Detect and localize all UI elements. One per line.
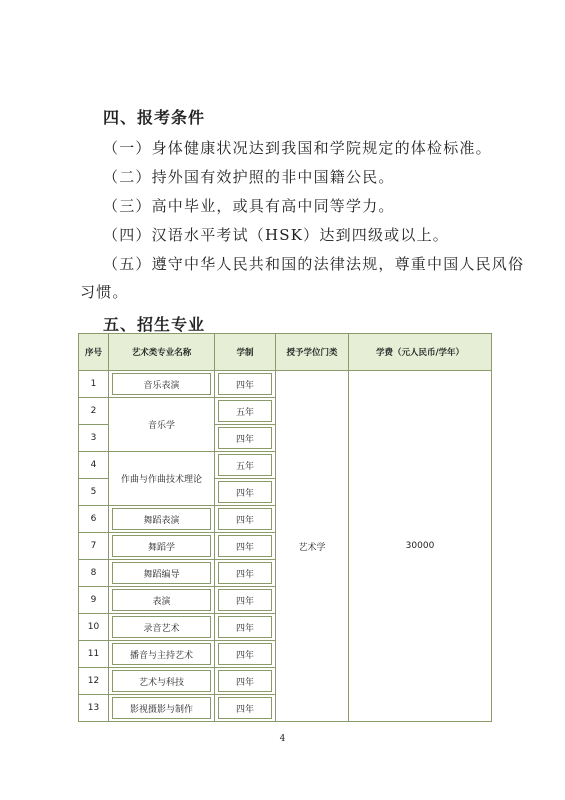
duration: 四年: [218, 589, 272, 611]
major-name: 作曲与作曲技术理论: [109, 452, 215, 506]
duration: 四年: [218, 616, 272, 638]
major-name: 音乐学: [109, 398, 215, 452]
duration: 四年: [218, 481, 272, 503]
page-number: 4: [279, 734, 286, 744]
header-no: 序号: [79, 334, 109, 371]
row-no: 1: [79, 371, 109, 398]
condition-item-4: （四）汉语水平考试（HSK）达到四级或以上。: [103, 226, 449, 244]
duration: 五年: [218, 454, 272, 476]
row-no: 5: [79, 479, 109, 506]
header-degree: 授予学位门类: [276, 334, 349, 371]
duration: 四年: [218, 562, 272, 584]
row-no: 3: [79, 425, 109, 452]
condition-item-5: （五）遵守中华人民共和国的法律法规，尊重中国人民风俗: [103, 255, 525, 273]
table-row: [79, 371, 492, 398]
section-4-heading: 四、报考条件: [103, 108, 206, 127]
row-no: 10: [79, 614, 109, 641]
major-name: 舞蹈学: [112, 535, 211, 557]
duration: 四年: [218, 508, 272, 530]
major-name: 影视摄影与制作: [112, 697, 211, 719]
row-no: 13: [79, 695, 109, 722]
major-name: 艺术与科技: [112, 670, 211, 692]
condition-item-2: （二）持外国有效护照的非中国籍公民。: [103, 168, 395, 186]
degree-cell: 艺术学: [276, 371, 349, 722]
duration: 四年: [218, 697, 272, 719]
header-tuition: 学费（元人民币/学年）: [349, 334, 492, 371]
row-no: 4: [79, 452, 109, 479]
major-name: 音乐表演: [112, 373, 211, 395]
majors-table: [78, 333, 492, 722]
header-duration: 学制: [215, 334, 276, 371]
row-no: 12: [79, 668, 109, 695]
row-no: 7: [79, 533, 109, 560]
condition-item-5-continued: 习惯。: [80, 283, 129, 301]
major-name: 播音与主持艺术: [112, 643, 211, 665]
row-no: 8: [79, 560, 109, 587]
table-header-row: [79, 334, 492, 371]
row-no: 11: [79, 641, 109, 668]
major-name: 舞蹈编导: [112, 562, 211, 584]
row-no: 2: [79, 398, 109, 425]
major-name: 舞蹈表演: [112, 508, 211, 530]
condition-item-3: （三）高中毕业，或具有高中同等学力。: [103, 197, 395, 215]
row-no: 6: [79, 506, 109, 533]
major-name: 录音艺术: [112, 616, 211, 638]
duration: 四年: [218, 643, 272, 665]
tuition-cell: 30000: [349, 371, 492, 722]
row-no: 9: [79, 587, 109, 614]
condition-item-1: （一）身体健康状况达到我国和学院规定的体检标准。: [103, 139, 492, 157]
major-name: 表演: [112, 589, 211, 611]
duration: 四年: [218, 373, 272, 395]
section-5-heading: 五、招生专业: [103, 315, 206, 334]
duration: 四年: [218, 427, 272, 449]
duration: 五年: [218, 400, 272, 422]
duration: 四年: [218, 670, 272, 692]
duration: 四年: [218, 535, 272, 557]
header-major-name: 艺术类专业名称: [109, 334, 215, 371]
